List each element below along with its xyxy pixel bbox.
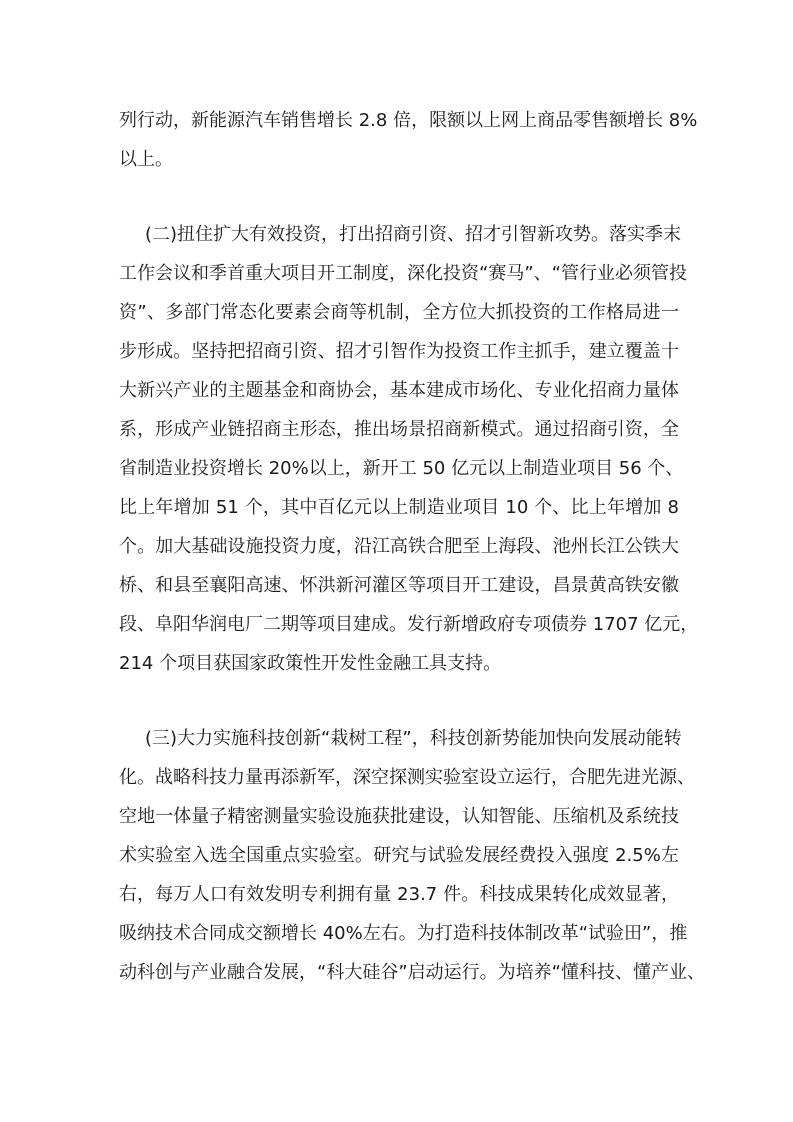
text-line: 术实验室入选全国重点实验室。研究与试验发展经费投入强度 2.5%左 xyxy=(119,845,679,866)
text-line: 段、阜阳华润电厂二期等项目建成。发行新增政府专项债券 1707 亿元， xyxy=(119,614,699,635)
text-line: 动科创与产业融合发展，“科大硅谷”启动运行。为培养“懂科技、懂产业、 xyxy=(119,962,705,983)
text-line: 工作会议和季首重大项目开工制度，深化投资“赛马”、“管行业必须管投 xyxy=(119,263,687,284)
text-line: 步形成。坚持把招商引资、招才引智作为投资工作主抓手，建立覆盖十 xyxy=(119,341,679,362)
text-line: 214 个项目获国家政策性开发性金融工具支持。 xyxy=(119,653,502,674)
text-line: 比上年增加 51 个，其中百亿元以上制造业项目 10 个、比上年增加 8 xyxy=(119,497,679,518)
paragraph-innovation xyxy=(119,719,705,992)
text-line: 资”、多部门常态化要素会商等机制，全方位大抓投资的工作格局进一 xyxy=(119,302,679,323)
text-line: (三)大力实施科技创新“栽树工程”，科技创新势能加快向发展动能转 xyxy=(145,728,682,749)
text-line: 省制造业投资增长 20%以上，新开工 50 亿元以上制造业项目 56 个、 xyxy=(119,458,684,479)
text-line: 系，形成产业链招商主形态，推出场景招商新模式。通过招商引资，全 xyxy=(119,419,679,440)
text-line: 化。战略科技力量再添新军，深空探测实验室设立运行，合肥先进光源、 xyxy=(119,767,695,788)
document-body xyxy=(119,101,705,992)
paragraph-consumption xyxy=(119,101,698,179)
text-line: 空地一体量子精密测量实验设施获批建设，认知智能、压缩机及系统技 xyxy=(119,806,679,827)
paragraph-spacer xyxy=(119,683,679,719)
text-line: 右，每万人口有效发明专利拥有量 23.7 件。科技成果转化成效显著， xyxy=(119,884,679,905)
text-line: 桥、和县至襄阳高速、怀洪新河灌区等项目开工建设，昌景黄高铁安徽 xyxy=(119,575,679,596)
text-line: 大新兴产业的主题基金和商协会，基本建成市场化、专业化招商力量体 xyxy=(119,380,679,401)
text-line: (二)扭住扩大有效投资，打出招商引资、招才引智新攻势。落实季末 xyxy=(145,224,682,245)
text-line: 列行动，新能源汽车销售增长 2.8 倍，限额以上网上商品零售额增长 8% xyxy=(119,110,698,131)
text-line: 吸纳技术合同成交额增长 40%左右。为打造科技体制改革“试验田”，推 xyxy=(119,923,688,944)
paragraph-spacer xyxy=(119,179,679,215)
paragraph-investment xyxy=(119,215,699,683)
text-line: 以上。 xyxy=(119,149,173,170)
text-line: 个。加大基础设施投资力度，沿江高铁合肥至上海段、池州长江公铁大 xyxy=(119,536,679,557)
